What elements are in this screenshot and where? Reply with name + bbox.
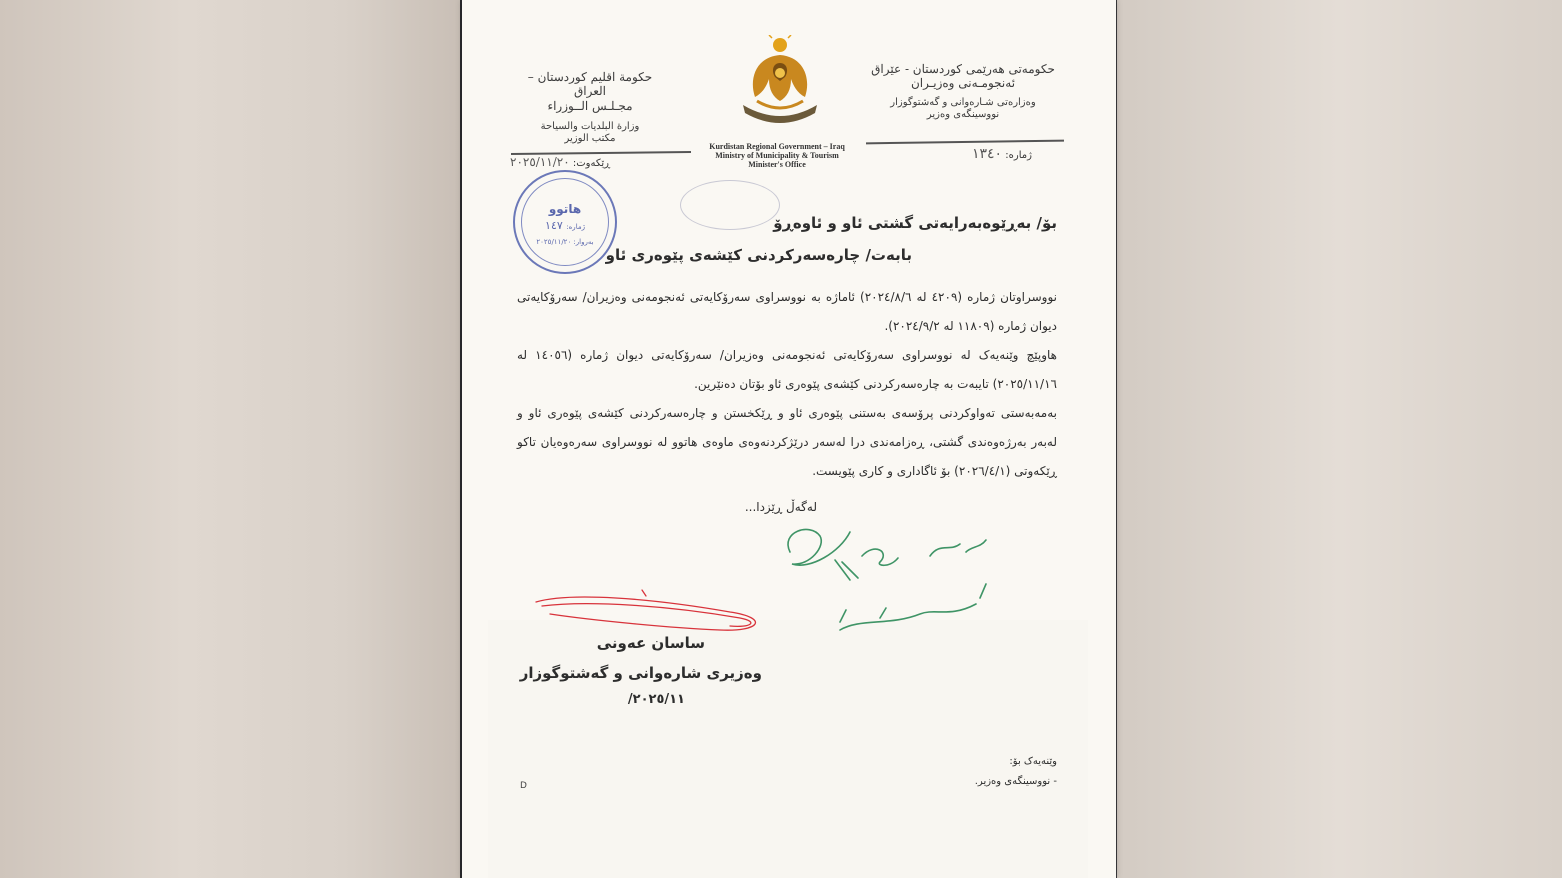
cc-label: وێنەیەک بۆ: xyxy=(1009,756,1057,767)
reference-label: ژمارە: xyxy=(1005,150,1032,161)
letterhead-english-line3: Minister's Office xyxy=(748,160,806,170)
letter-paragraph-2: هاوپێچ وێنەیەک لە نووسراوی سەرۆکایەتی ئەنجومەنی وەزیران/ سەرۆکایەتی دیوان ژمارە (١٤٠٥٦ لە ٢٠٢٥/١١/١٦) تایبەت بە چارەسەرکردنی کێشەی پێوەری ئاو بۆتان دەنێرین. xyxy=(517,348,1058,391)
background-right xyxy=(1117,0,1562,878)
letterhead-kurdish-line3: وەزارەتی شـارەوانی و گەشتوگوزار xyxy=(890,96,1036,108)
letter-paragraph-3: بەمەبەستی تەواوکردنی پرۆسەی بەستنی پێوەری ئاو و ڕێکخستن و چارەسەرکردنی کێشەی پێوەری ئاو و لەبەر بەرژەوەندی گشتی، ڕەزامەندی درا لەسەر درێژکردنەوەی ماوەی هاتوو لە نووسراوی سەرەوەیان تاکو ڕێکەوتی (٢٠٢٦/٤/١) بۆ ئاگاداری و کاری پێویست. xyxy=(517,406,1057,478)
letterhead-kurdish-line2: ئەنجومـەنی وەزیـران xyxy=(910,76,1016,91)
date-label: ڕێکەوت: xyxy=(572,158,611,169)
letterhead-arabic xyxy=(510,70,670,145)
kurdistan-eagle-emblem-icon xyxy=(735,35,825,130)
incoming-stamp xyxy=(513,170,617,274)
cc-item: - نووسینگەی وەزیر. xyxy=(974,776,1057,787)
date-value: ٢٠٢٥/١١/٢٠ xyxy=(510,155,570,169)
letterhead-kurdish-line4: نووسینگەی وەزیر xyxy=(926,108,1000,120)
signer-name: ساسان عەونی xyxy=(596,634,705,652)
faint-stamp xyxy=(680,180,780,230)
reference-date xyxy=(510,155,610,169)
letter-paragraph-1: نووسراوتان ژمارە (٤٢٠٩ لە ٢٠٢٤/٨/٦) ئاماژە بە نووسراوی سەرۆکایەتی ئەنجومەنی وەزیران/ سەرۆکایەتی دیوان ژمارە (١١٨٠٩ لە ٢٠٢٤/٩/٢). xyxy=(517,290,1058,333)
red-signature xyxy=(530,588,770,638)
reference-number xyxy=(972,146,1032,162)
background-left xyxy=(0,0,460,878)
letterhead-arabic-line4: مكتب الوزير xyxy=(564,133,616,145)
letterhead-arabic-line3: وزارة البلديات والسياحة xyxy=(540,121,640,133)
letterhead-english-line1: Kurdistan Regional Government – Iraq xyxy=(709,142,845,151)
signer-title: وەزیری شارەوانی و گەشتوگوزار xyxy=(519,664,762,682)
letterhead-english-line2: Ministry of Municipality & Tourism xyxy=(715,151,839,161)
stamp-title: هاتوو xyxy=(548,202,582,216)
letter-paper-lower xyxy=(488,620,1088,878)
letter-closing: لەگەڵ ڕێزدا... xyxy=(744,500,817,514)
letterhead-arabic-line2: مجـلـس الــوزراء xyxy=(547,98,633,113)
stamp-date: بەروار: ٢٠٢٥/١١/٢٠ xyxy=(536,238,594,246)
green-annotation-signature xyxy=(780,522,1000,637)
letterhead-english xyxy=(692,142,862,170)
letter-recipient: بۆ/ بەڕێوەبەرایەتی گشتی ئاو و ئاوەڕۆ xyxy=(773,214,1057,232)
letterhead-kurdish-line1: حکومەتی هەرێمی کوردستان - عێراق xyxy=(871,62,1055,76)
footer-mark: D xyxy=(520,781,527,791)
signed-date: ٢٠٢٥/١١/ xyxy=(627,692,685,707)
stamp-number: ١٤٧ xyxy=(545,219,563,232)
reference-value: ١٣٤٠ xyxy=(972,146,1003,162)
letter-subject: بابەت/ چارەسەرکردنی کێشەی پێوەری ئاو xyxy=(605,246,912,264)
letterhead-arabic-line1: حكومة اقليم كوردستان – العراق xyxy=(527,70,653,99)
letterhead-kurdish xyxy=(868,62,1058,121)
stamp-number-label: ژمارە: xyxy=(566,223,585,231)
